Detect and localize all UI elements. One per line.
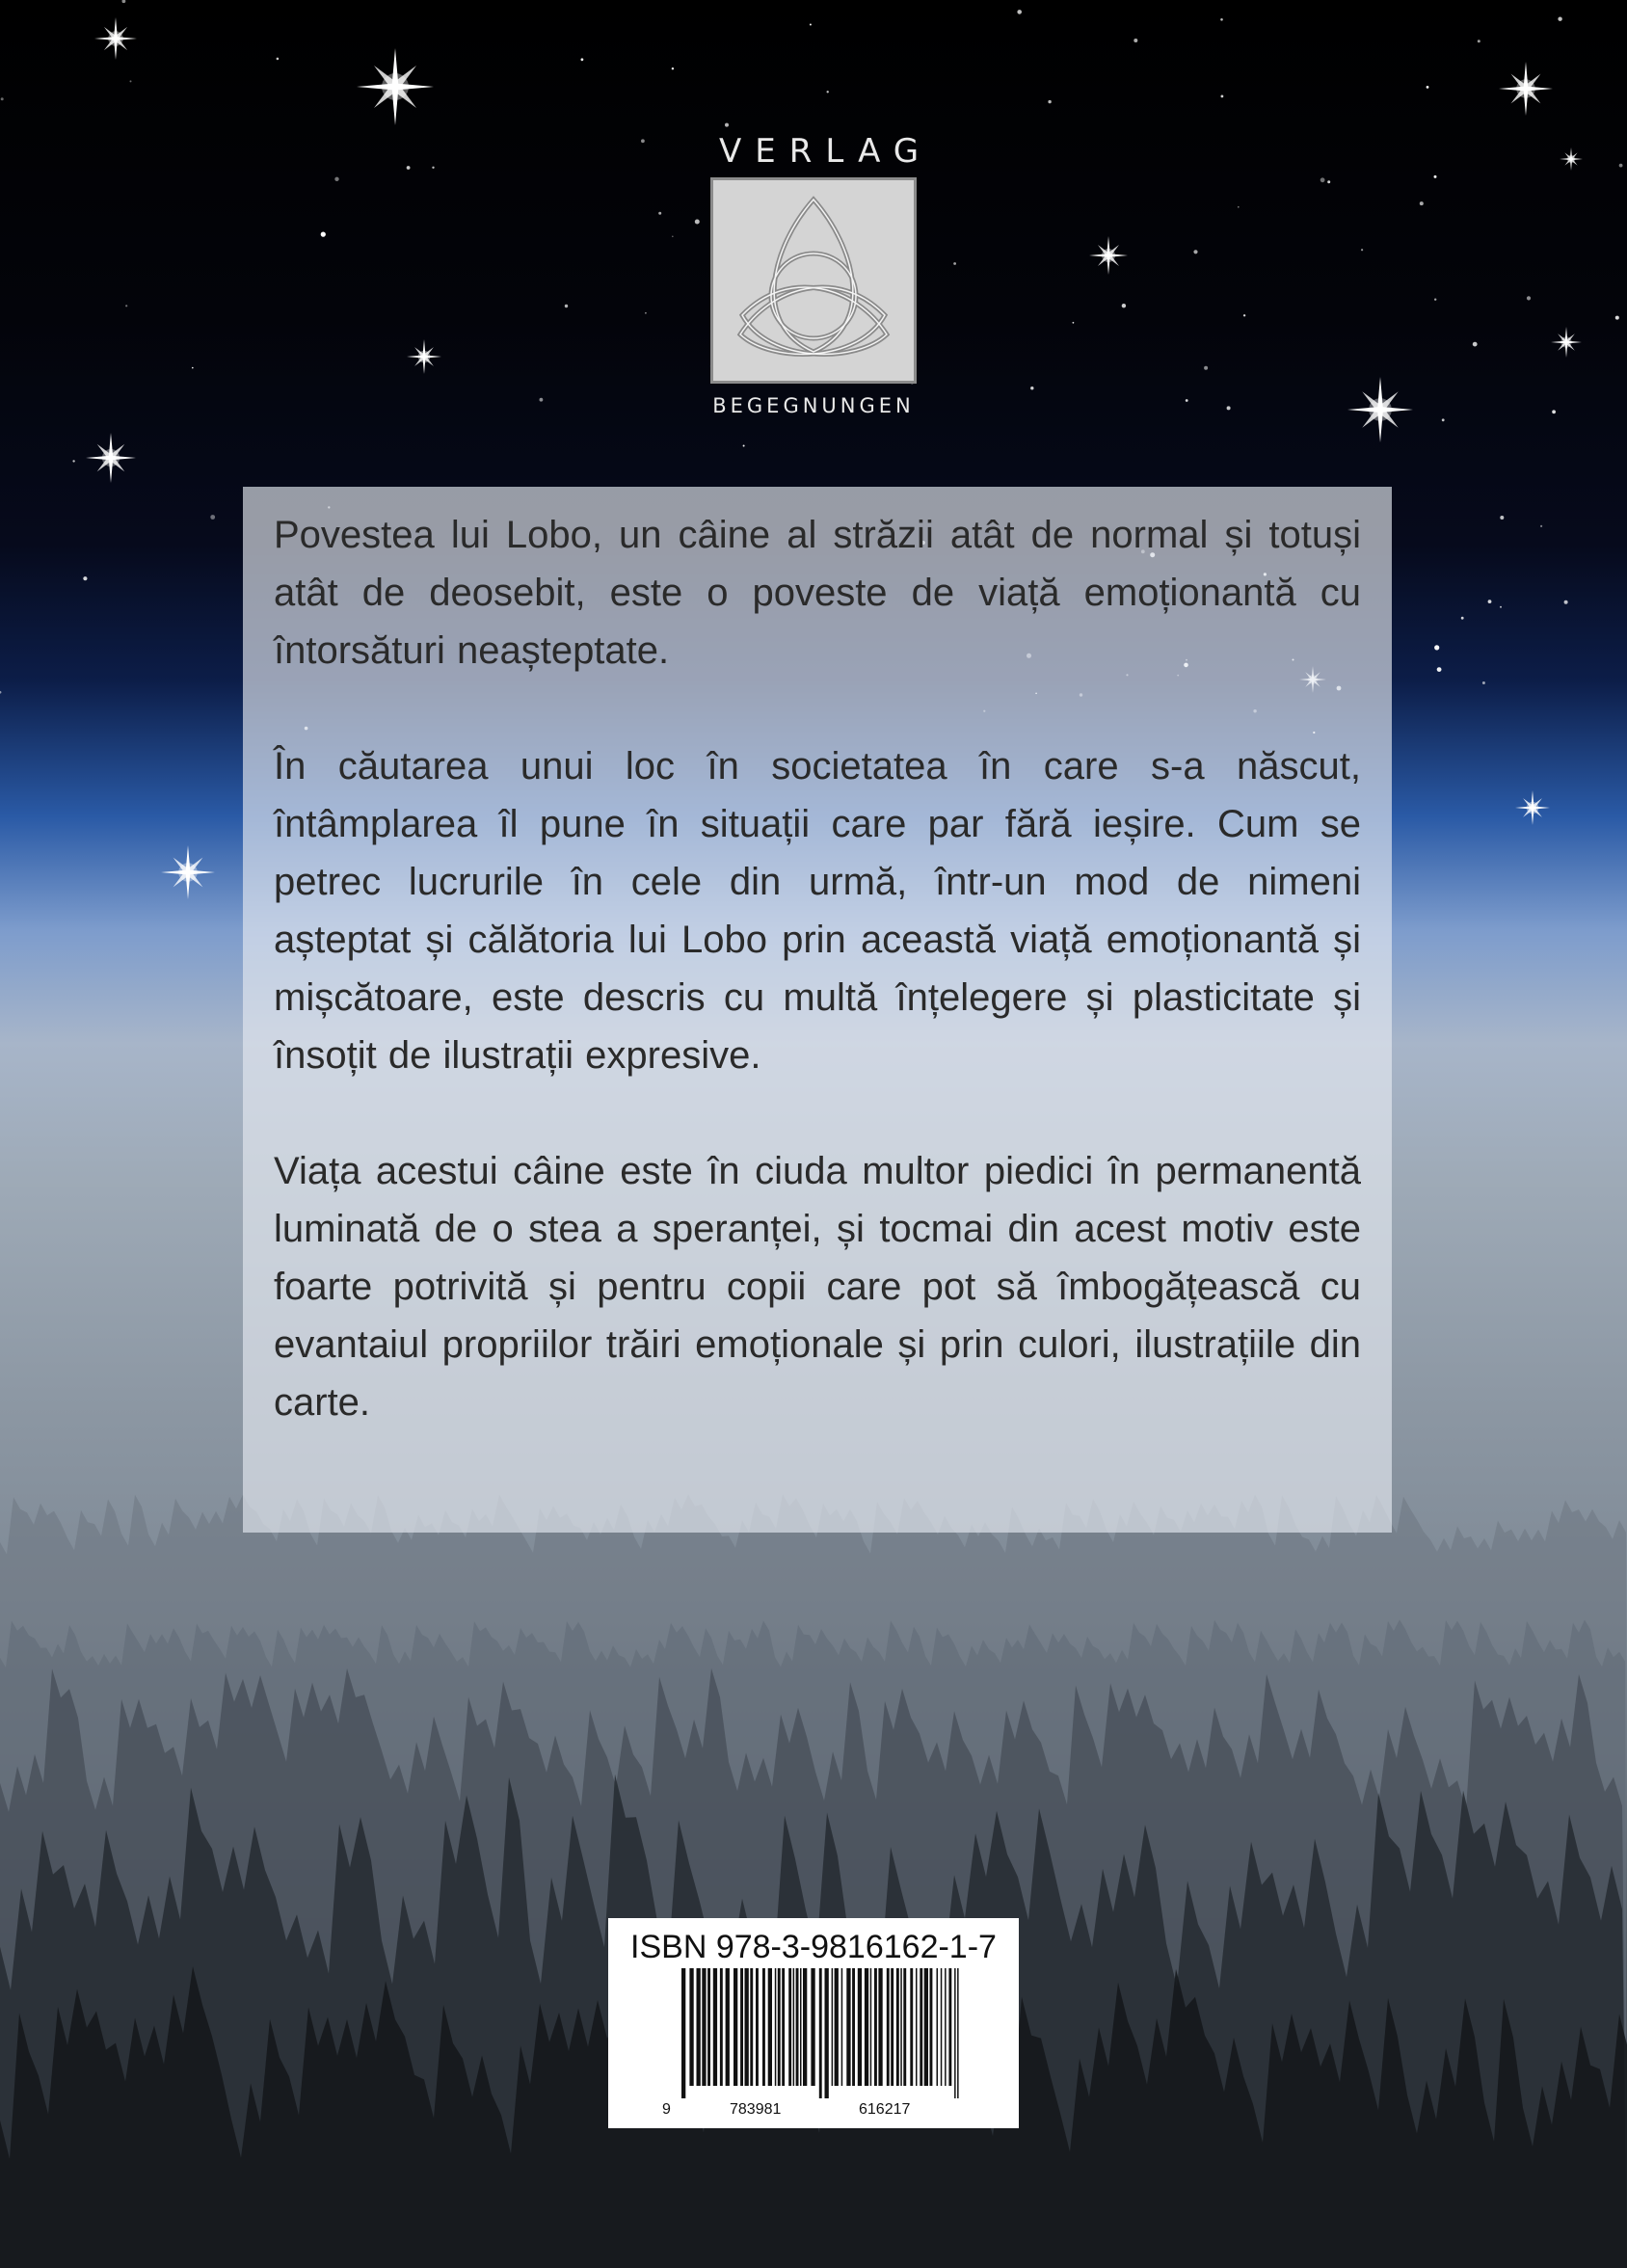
isbn-label: ISBN 978-3-9816162-1-7 (630, 1929, 997, 1965)
barcode-bar (948, 1968, 951, 2086)
barcode-bar (841, 1968, 843, 2086)
publisher-bottom-label: BEGEGNUNGEN (712, 394, 915, 417)
barcode-bar (740, 1968, 743, 2086)
barcode-bar (800, 1968, 802, 2086)
barcode-bar (793, 1968, 795, 2086)
barcode-bar (957, 1968, 959, 2098)
barcode-bar (874, 1968, 877, 2086)
barcode-bar (762, 1968, 765, 2086)
barcode-bar (782, 1968, 785, 2086)
barcode-bar (796, 1968, 799, 2086)
barcode-bar (702, 1968, 706, 2086)
barcode-bar (756, 1968, 759, 2086)
barcode-bar (713, 1968, 717, 2086)
blurb-paragraph-3: Viața acestui câine este în ciuda multor piedici în permanentă luminată de o stea a speranței, și tocmai din acest motiv este foarte potrivită și pentru copii care pot să îmbogățească cu evantaiul propriilor trăiri emoționale și prin culori, ilustrațiile din carte. (274, 1150, 1361, 1424)
barcode-bar (937, 1968, 939, 2086)
barcode-bar (852, 1968, 855, 2086)
barcode-bar (832, 1968, 834, 2086)
barcode-bar (954, 1968, 956, 2098)
barcode-bar (819, 1968, 822, 2098)
blurb-paragraph-1: Povestea lui Lobo, un câine al străzii atât de normal și totuși atât de deosebit, este o poveste de viață emoționantă cu întorsături neașteptate. (274, 514, 1361, 672)
barcode-bar (846, 1968, 850, 2086)
barcode-bar (896, 1968, 899, 2086)
barcode-right-group: 616217 (859, 2101, 911, 2118)
barcode-bar (941, 1968, 943, 2086)
isbn-block (608, 1918, 1019, 2128)
blurb-panel (243, 487, 1392, 1533)
barcode-first-digit: 9 (662, 2101, 671, 2118)
barcode-bar (689, 1968, 693, 2086)
barcode-bar (803, 1968, 807, 2086)
barcode-bar (811, 1968, 814, 2086)
barcode-bar (910, 1968, 913, 2086)
barcode-bar (720, 1968, 723, 2086)
barcode-bar (858, 1968, 862, 2086)
barcode-bar (681, 1968, 685, 2098)
barcode-bar (900, 1968, 902, 2086)
barcode-bar (778, 1968, 781, 2086)
barcode-bar (924, 1968, 928, 2086)
barcode-bar (903, 1968, 906, 2086)
barcode-bar (750, 1968, 753, 2086)
barcode-bar (825, 1968, 829, 2098)
barcode-bar (733, 1968, 737, 2086)
barcode-bar (697, 1968, 701, 2086)
barcode-bar (930, 1968, 933, 2086)
blurb-paragraph-2: În căutarea unui loc în societatea în care s-a născut, întâmplarea îl pune în situații care par fără ieșire. Cum se petrec lucrurile în cele din urmă, într-un mod de nimeni așteptat și călătoria lui Lobo prin această viață emoționantă și mișcătoare, este descris cu multă înțelegere și plasticitate și însoțit de ilustrații expresive. (274, 745, 1361, 1077)
barcode-bar (920, 1968, 922, 2086)
barcode-bar (878, 1968, 882, 2086)
barcode (664, 1968, 973, 2098)
barcode-bar (726, 1968, 730, 2086)
barcode-bar (707, 1968, 710, 2086)
barcode-bar (887, 1968, 890, 2086)
barcode-bar (775, 1968, 777, 2086)
barcode-bar (945, 1968, 947, 2086)
barcode-bar (916, 1968, 918, 2086)
barcode-bar (788, 1968, 791, 2086)
barcode-bar (768, 1968, 772, 2086)
barcode-left-group: 783981 (730, 2101, 782, 2118)
barcode-bar (891, 1968, 894, 2086)
barcode-bar (835, 1968, 839, 2086)
publisher-top-label: VERLAG (719, 132, 933, 171)
barcode-bar (745, 1968, 749, 2086)
triquetra-icon (710, 177, 917, 384)
barcode-bar (870, 1968, 872, 2086)
publisher-logo (706, 131, 933, 418)
barcode-bar (865, 1968, 868, 2086)
